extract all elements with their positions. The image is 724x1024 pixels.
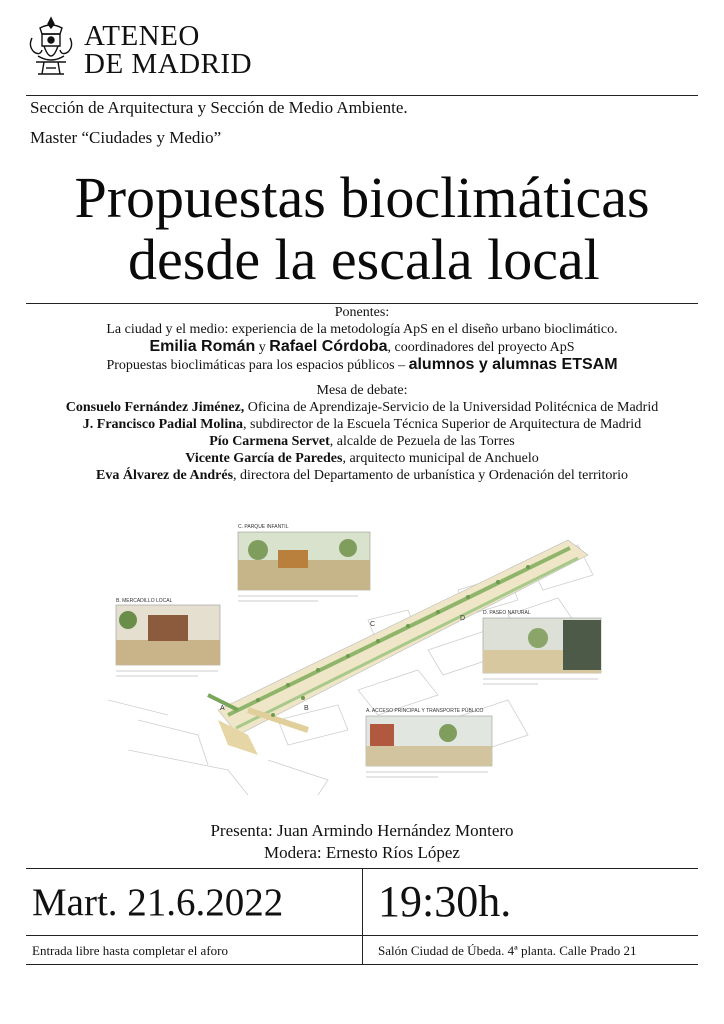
talk-1-title: La ciudad y el medio: experiencia de la metodología ApS en el diseño urbano bioclimático. — [106, 322, 618, 337]
label-parque-infantil: C. PARQUE INFANTIL — [238, 524, 289, 530]
speaker-name-2: Rafael Córdoba — [269, 338, 388, 355]
member-name: J. Francisco Padial Molina — [82, 417, 243, 432]
title-line-1: Propuestas bioclimáticas — [74, 165, 650, 230]
talk-1-speakers — [0, 338, 724, 356]
member-role: Oficina de Aprendizaje-Servicio de la Universidad Politécnica de Madrid — [244, 400, 659, 415]
institution-name — [84, 22, 252, 78]
talk-2-title: Propuestas bioclimáticas para los espacios públicos – — [106, 358, 409, 373]
talk-2 — [0, 356, 724, 374]
venue-info: Salón Ciudad de Úbeda. 4ª planta. Calle Prado 21 — [378, 943, 637, 958]
member-name: Pío Carmena Servet — [209, 434, 330, 449]
debate-member — [0, 450, 724, 467]
section-line: Sección de Arquitectura y Sección de Medio Ambiente. — [30, 98, 408, 117]
presenter-line: Presenta: Juan Armindo Hernández Montero — [210, 821, 514, 840]
event-date: Mart. 21.6.2022 — [32, 881, 284, 924]
moderator-line: Modera: Ernesto Ríos López — [264, 843, 460, 862]
event-time: 19:30h. — [378, 877, 512, 926]
event-bottom-divider — [26, 964, 698, 965]
label-acceso-principal: A. ACCESO PRINCIPAL Y TRANSPORTE PÚBLICO — [366, 708, 484, 714]
master-line: Master “Ciudades y Medio” — [30, 128, 222, 147]
debate-block — [0, 382, 724, 484]
talk-2-speakers: alumnos y alumnas ETSAM — [408, 356, 618, 373]
institution-line-2: DE MADRID — [84, 48, 253, 80]
crest-icon — [26, 16, 76, 80]
member-name: Vicente García de Paredes — [185, 451, 343, 466]
speaker-name-1: Emilia Román — [149, 338, 256, 355]
member-name: Consuelo Fernández Jiménez, — [65, 400, 245, 415]
credits-block — [0, 820, 724, 864]
speakers-heading: Ponentes: — [334, 305, 390, 320]
member-role: , subdirector de la Escuela Técnica Superior de Arquitectura de Madrid — [243, 417, 642, 432]
marker-a: A — [220, 705, 225, 712]
institution-line-1: ATENEO — [84, 20, 200, 52]
member-name: Eva Álvarez de Andrés — [96, 468, 234, 483]
marker-b: B — [304, 705, 309, 712]
speaker-and: y — [255, 340, 270, 355]
label-mercadillo-local: B. MERCADILLO LOCAL — [116, 598, 173, 604]
member-role: , alcalde de Pezuela de las Torres — [329, 434, 515, 449]
plan-drawing — [108, 520, 608, 795]
urban-plan-illustration — [108, 520, 608, 795]
marker-d: D — [460, 615, 466, 622]
debate-member — [0, 467, 724, 484]
speaker-role: , coordinadores del proyecto ApS — [387, 340, 575, 355]
debate-heading: Mesa de debate: — [316, 383, 408, 398]
top-divider — [26, 95, 698, 96]
event-vertical-divider — [362, 869, 363, 965]
speakers-block — [0, 304, 724, 374]
title-line-2: desde la escala local — [128, 227, 600, 292]
member-role: , directora del Departamento de urbanística y Ordenación del territorio — [233, 468, 628, 483]
member-role: , arquitecto municipal de Anchuelo — [342, 451, 539, 466]
label-paseo-natural: D. PASEO NATURAL — [483, 610, 531, 616]
event-mid-divider — [26, 935, 698, 936]
ateneo-logo — [26, 16, 286, 82]
entry-info: Entrada libre hasta completar el aforo — [32, 943, 228, 958]
debate-member — [0, 416, 724, 433]
marker-c: C — [370, 621, 376, 628]
debate-member — [0, 433, 724, 450]
debate-member — [0, 399, 724, 416]
